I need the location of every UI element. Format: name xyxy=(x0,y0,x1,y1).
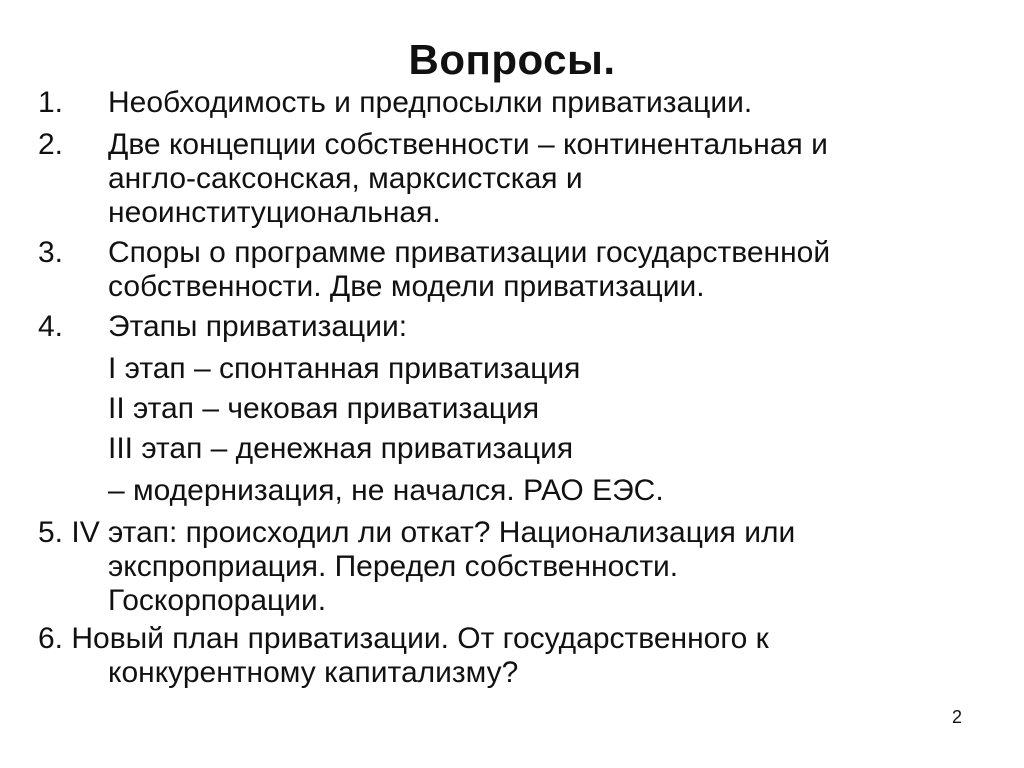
stage-line-1: I этап – спонтанная приватизация xyxy=(108,352,581,385)
list-item-lead: 6. Новый план приватизации. От государственного к xyxy=(38,622,769,655)
list-item-line: Две концепции собственности – континентальная и xyxy=(108,128,828,161)
stage-line-3: III этап – денежная приватизация xyxy=(108,432,574,465)
list-item-4 xyxy=(38,310,998,344)
list-item-3 xyxy=(38,236,998,304)
list-item-line: Споры о программе приватизации государственной xyxy=(108,236,831,269)
list-item-6 xyxy=(38,622,998,690)
list-item-number: 2. xyxy=(38,128,64,161)
list-item-5 xyxy=(38,516,998,618)
list-item-line: Этапы приватизации: xyxy=(108,310,408,343)
list-item-line: собственности. Две модели приватизации. xyxy=(108,270,705,303)
list-item-number: 1. xyxy=(38,86,64,119)
stage-line-2: II этап – чековая приватизация xyxy=(108,392,540,425)
stage-line-4: – модернизация, не начался. РАО ЕЭС. xyxy=(108,474,664,507)
list-item-number: 3. xyxy=(38,236,64,269)
list-item-line: неоинституциональная. xyxy=(108,196,441,229)
list-item-line: экспроприация. Передел собственности. xyxy=(108,550,679,583)
slide-title: Вопросы. xyxy=(408,36,616,83)
list-item-line: англо-саксонская, марксистская и xyxy=(108,162,583,195)
list-item-1 xyxy=(38,86,998,120)
list-item-2 xyxy=(38,128,998,230)
list-item-number: 4. xyxy=(38,310,64,343)
page-number: 2 xyxy=(951,707,962,727)
list-item-line: Необходимость и предпосылки приватизации. xyxy=(108,86,753,119)
list-item-line: Госкорпорации. xyxy=(108,584,327,617)
list-item-line: конкурентному капитализму? xyxy=(108,656,519,689)
list-item-lead: 5. IV этап: происходил ли откат? Национализация или xyxy=(38,516,796,549)
